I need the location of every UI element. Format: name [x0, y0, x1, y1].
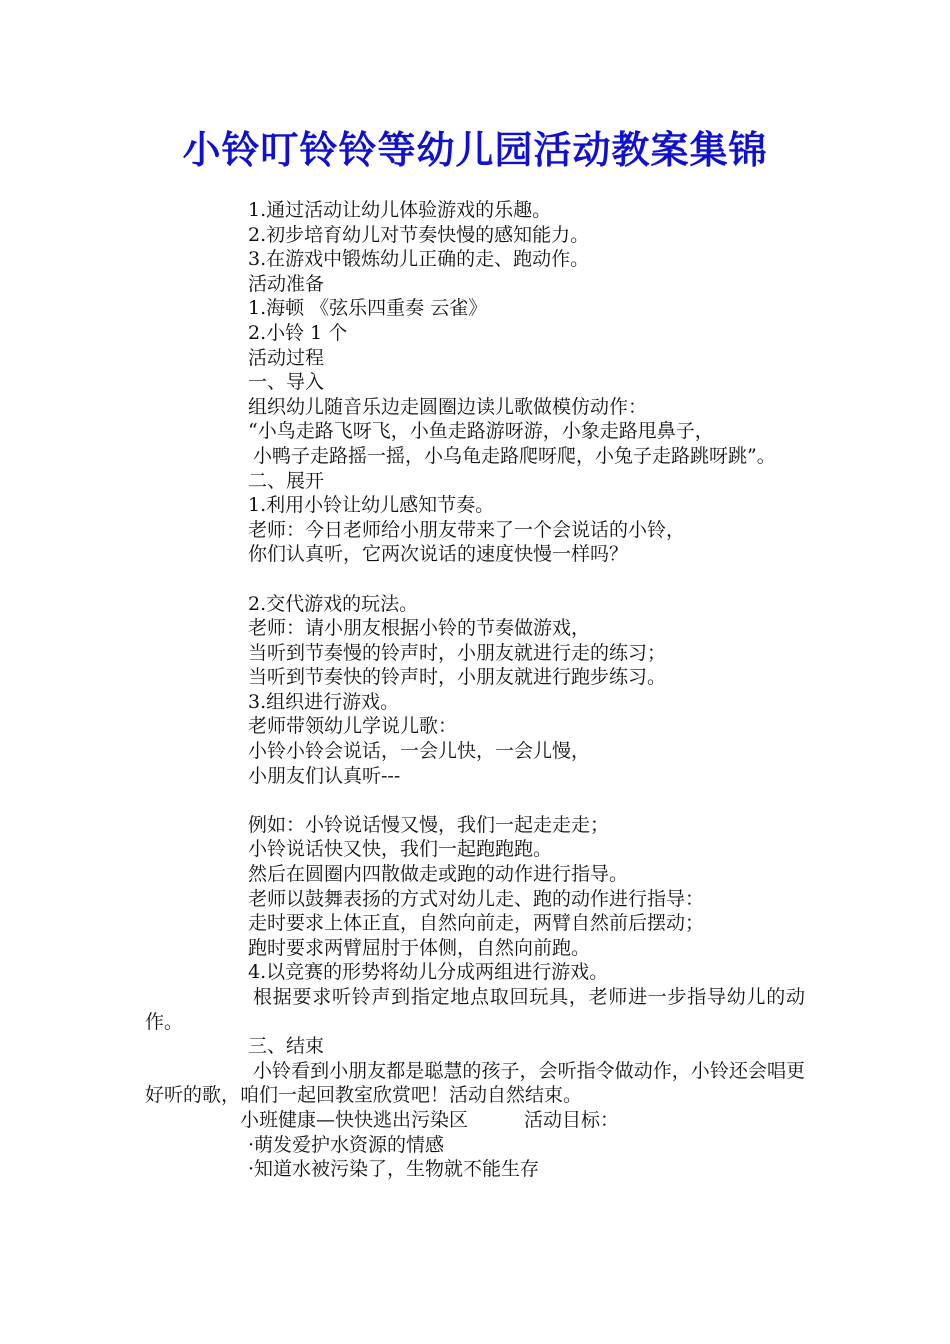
text-line: 当听到节奏快的铃声时，小朋友就进行跑步练习。 — [248, 666, 667, 689]
text-line: 跑时要求两臂屈肘于体侧，自然向前跑。 — [248, 936, 591, 959]
text-line: 组织幼儿随音乐边走圆圈边读儿歌做模仿动作： — [248, 395, 648, 418]
text-line: 1.通过活动让幼儿体验游戏的乐趣。 — [248, 199, 552, 221]
text-line: 老师以鼓舞表扬的方式对幼儿走、跑的动作进行指导： — [248, 887, 705, 910]
text-line: 1.海顿 《弦乐四重奏 云雀》 — [248, 297, 488, 320]
text-line: 例如：小铃说话慢又慢，我们一起走走走； — [248, 813, 610, 836]
text-line: 2.交代游戏的玩法。 — [248, 592, 419, 615]
text-line: 2.初步培育幼儿对节奏快慢的感知能力。 — [248, 223, 590, 246]
text-line: “小鸟走路飞呀飞，小鱼走路游呀游，小象走路甩鼻子， — [248, 420, 714, 443]
text-line: 小朋友们认真听--- — [248, 764, 401, 787]
objective-heading: 活动目标： — [524, 1108, 620, 1131]
text-paragraph: 小鸭子走路摇一摇，小乌龟走路爬呀爬，小兔子走路跳呀跳”。 — [253, 444, 776, 467]
text-line: 1.利用小铃让幼儿感知节奏。 — [248, 494, 495, 517]
blank-line — [145, 567, 805, 592]
text-line: 当听到节奏慢的铃声时，小朋友就进行走的练习； — [248, 641, 667, 664]
text-line: 4.以竞赛的形势将幼儿分成两组进行游戏。 — [248, 961, 609, 984]
page-title: 小铃叮铃铃等幼儿园活动教案集锦 — [182, 128, 768, 172]
text-line: 老师：请小朋友根据小铃的节奏做游戏， — [248, 617, 591, 640]
text-line: 你们认真听，它两次说话的速度快慢一样吗？ — [248, 543, 629, 566]
subtitle-text: 小班健康—快快逃出污染区 — [240, 1108, 469, 1131]
text-paragraph: 小铃看到小朋友都是聪慧的孩子，会听指令做动作，小铃还会唱更好听的歌，咱们一起回教室欣赏吧！活动自然结束。 — [145, 1059, 805, 1107]
text-line: 然后在圆圈内四散做走或跑的动作进行指导。 — [248, 863, 629, 886]
document-body — [145, 198, 805, 1182]
text-line — [145, 1108, 805, 1133]
text-line: 3.在游戏中锻炼幼儿正确的走、跑动作。 — [248, 248, 590, 271]
text-line: 老师：今日老师给小朋友带来了一个会说话的小铃， — [248, 518, 686, 541]
text-paragraph: 根据要求听铃声到指定地点取回玩具，老师进一步指导幼儿的动作。 — [145, 986, 805, 1033]
text-line: 3.组织进行游戏。 — [248, 690, 400, 713]
section-heading: 活动过程 — [248, 346, 325, 369]
text-line: 走时要求上体正直，自然向前走，两臂自然前后摆动； — [248, 912, 705, 935]
bullet-item: ·萌发爱护水资源的情感 — [248, 1133, 445, 1156]
text-line: 2.小铃 1 个 — [248, 321, 348, 344]
section-heading: 三、结束 — [248, 1035, 325, 1058]
section-heading: 二、展开 — [248, 469, 325, 492]
section-heading: 活动准备 — [248, 272, 325, 295]
text-line: 小铃说话快又快，我们一起跑跑跑。 — [248, 838, 553, 861]
blank-line — [145, 788, 805, 813]
text-line: 老师带领幼儿学说儿歌： — [248, 715, 458, 738]
bullet-item: ·知道水被污染了，生物就不能生存 — [248, 1158, 540, 1181]
section-heading: 一、导入 — [248, 371, 325, 394]
text-line: 小铃小铃会说话，一会儿快，一会儿慢， — [248, 740, 591, 763]
